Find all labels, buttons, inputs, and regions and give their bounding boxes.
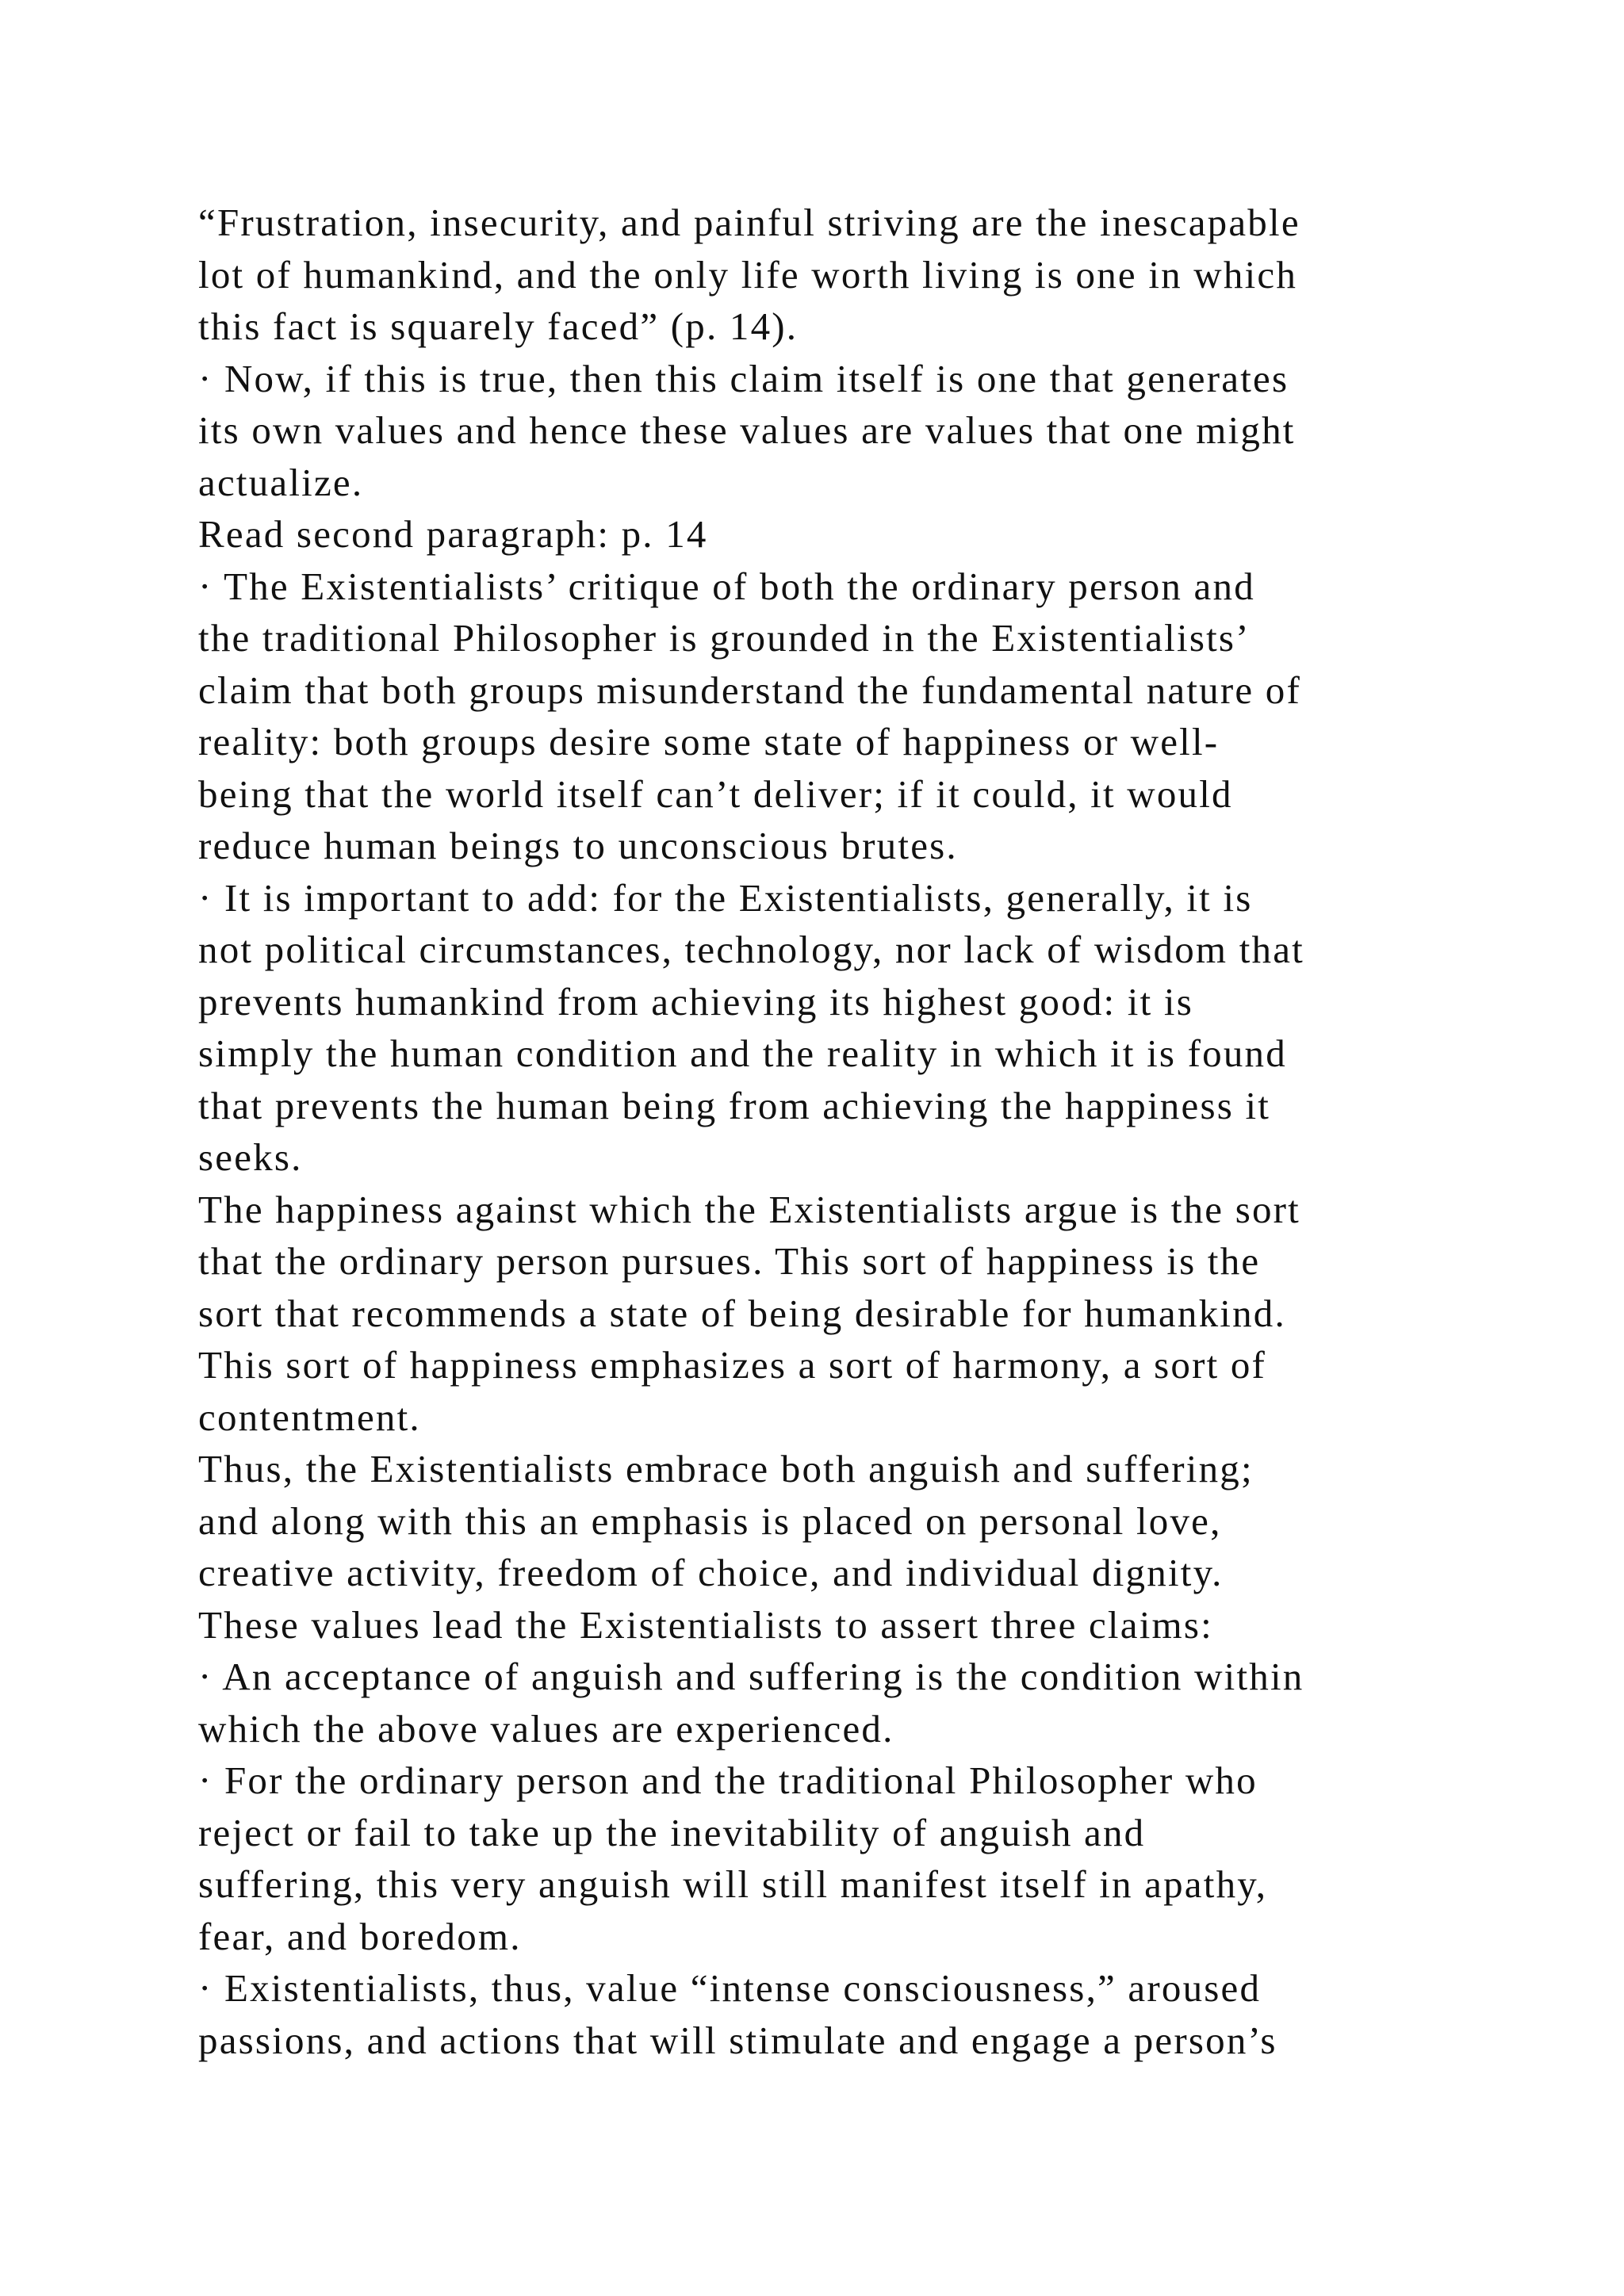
text-line: reality: both groups desire some state of happiness or well- (198, 720, 1220, 763)
text-line: the traditional Philosopher is grounded in the Existentialists’ (198, 616, 1251, 660)
text-line: · It is important to add: for the Existentialists, generally, it is (198, 875, 1253, 920)
text-line: passions, and actions that will stimulate and engage a person’s (198, 2018, 1277, 2062)
text-line: · The Existentialists’ critique of both the ordinary person and (198, 564, 1255, 608)
text-line: prevents humankind from achieving its highest good: it is (198, 979, 1193, 1024)
text-line: its own values and hence these values are values that one might (198, 408, 1296, 452)
text-line: that prevents the human being from achieving the happiness it (198, 1083, 1271, 1127)
text-line: that the ordinary person pursues. This sort of happiness is the (198, 1239, 1261, 1283)
text-line: · Existentialists, thus, value “intense consciousness,” aroused (198, 1966, 1262, 2010)
text-line: creative activity, freedom of choice, and individual dignity. (198, 1551, 1224, 1594)
text-line: and along with this an emphasis is placed on personal love, (198, 1498, 1222, 1543)
text-line: lot of humankind, and the only life worth living is one in which (198, 252, 1298, 297)
text-line: not political circumstances, technology, nor lack of wisdom that (198, 928, 1304, 971)
text-line: · Now, if this is true, then this claim itself is one that generates (198, 356, 1289, 400)
text-line: reduce human beings to unconscious brutes. (198, 824, 958, 867)
text-line: simply the human condition and the reality in which it is found (198, 1031, 1287, 1075)
text-line: · An acceptance of anguish and suffering is the condition within (198, 1655, 1304, 1698)
body-text (198, 197, 1499, 2066)
text-line: actualize. (198, 460, 364, 504)
text-line: fear, and boredom. (198, 1914, 522, 1958)
text-line: this fact is squarely faced” (p. 14). (198, 304, 799, 348)
text-line: claim that both groups misunderstand the fundamental nature of (198, 668, 1302, 712)
text-line: This sort of happiness emphasizes a sort of harmony, a sort of (198, 1343, 1267, 1387)
text-line: The happiness against which the Existentialists argue is the sort (198, 1187, 1300, 1231)
text-line: contentment. (198, 1395, 421, 1439)
text-line: sort that recommends a state of being desirable for humankind. (198, 1291, 1286, 1335)
text-line: Read second paragraph: p. 14 (198, 512, 708, 556)
text-line: which the above values are experienced. (198, 1706, 894, 1751)
text-line: “Frustration, insecurity, and painful striving are the inescapable (198, 201, 1300, 244)
text-line: Thus, the Existentialists embrace both anguish and suffering; (198, 1447, 1254, 1490)
text-line: being that the world itself can’t deliver; if it could, it would (198, 771, 1233, 816)
text-line: reject or fail to take up the inevitability of anguish and (198, 1810, 1146, 1854)
text-line: · For the ordinary person and the traditional Philosopher who (198, 1758, 1258, 1802)
text-line: seeks. (198, 1135, 303, 1179)
text-line: These values lead the Existentialists to assert three claims: (198, 1602, 1213, 1647)
text-line: suffering, this very anguish will still manifest itself in apathy, (198, 1862, 1268, 1906)
